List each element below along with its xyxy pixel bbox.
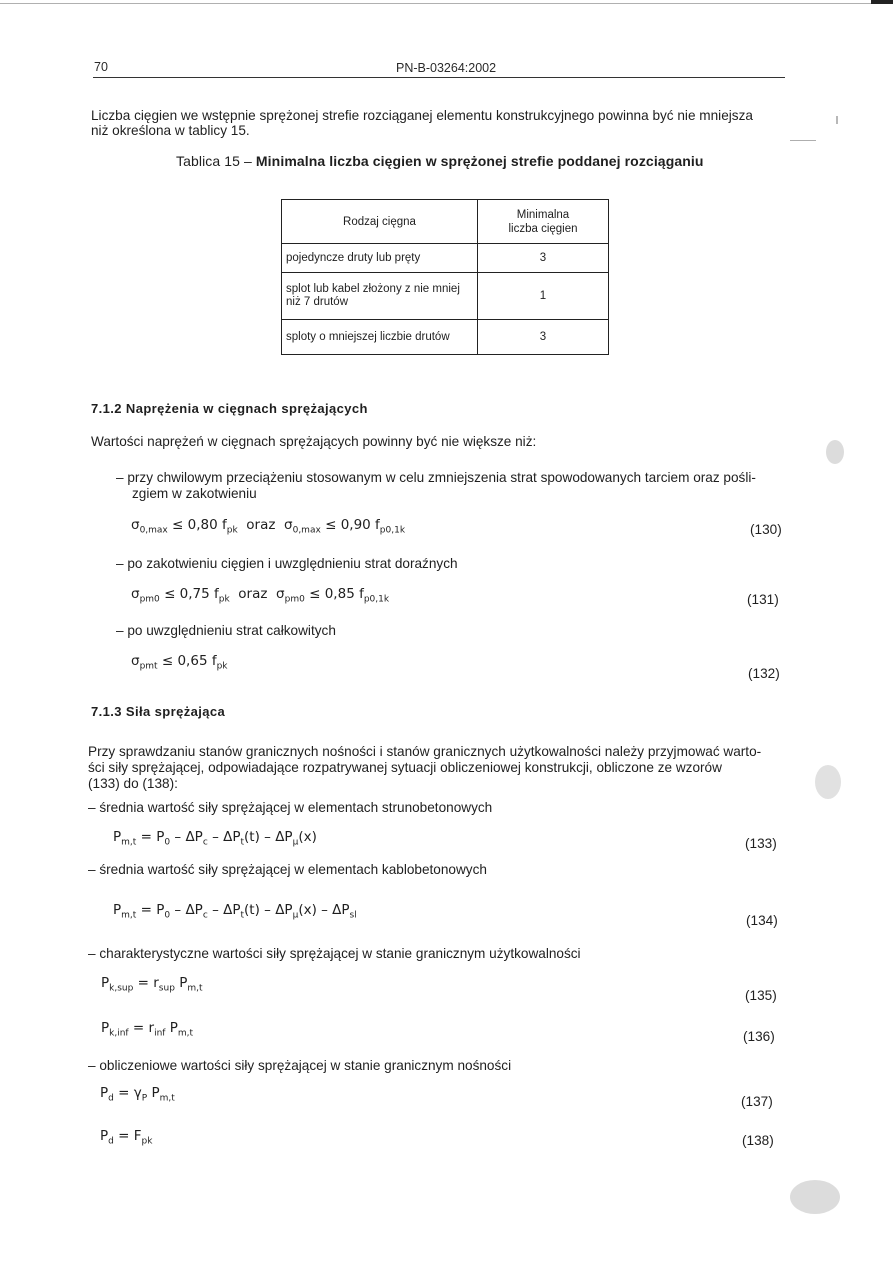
cell-kind-line-2: niż 7 drutów [286, 296, 349, 308]
cell-min: 3 [478, 320, 609, 355]
section-712-title: 7.1.2 Naprężenia w cięgnach sprężających [91, 401, 368, 416]
section-713-title: 7.1.3 Siła sprężająca [91, 704, 226, 719]
cell-kind [282, 273, 478, 320]
scan-corner-mark [871, 0, 893, 4]
formula-134: $P_{m,t} = P_0 - \Delta P_c - \Delta P_t(t) - \Delta P_\mu(x) - \Delta P_{sl}$ [113, 902, 357, 921]
formula-131: $\sigma_{pm0} \le 0,75$ $f_{pk}$ oraz $\sigma_{pm0} \le 0,85$ $f_{p0,1k}$ [131, 586, 390, 605]
section-712-item-1-line-2: zgiem w zakotwieniu [132, 486, 257, 501]
equation-number-132: (132) [748, 666, 780, 681]
scan-noise [790, 1180, 840, 1214]
cell-kind [282, 244, 478, 273]
formula-135: $P_{k,sup} = r_{sup}$ $P_{m,t}$ [101, 975, 203, 994]
section-713-para-line-1: Przy sprawdzaniu stanów granicznych nośności i stanów granicznych użytkowalności należy przyjmować warto- [88, 744, 762, 759]
equation-number-130: (130) [750, 522, 782, 537]
section-713-item-d: – obliczeniowe wartości siły sprężającej w stanie granicznym nośności [88, 1058, 512, 1073]
equation-number-131: (131) [747, 592, 779, 607]
col-header-min-line-1: Minimalna [516, 208, 570, 221]
col-header-min [478, 200, 609, 244]
formula-133: $P_{m,t} = P_0 - \Delta P_c - \Delta P_t(t) - \Delta P_\mu(x)$ [113, 829, 317, 848]
section-713-para-line-2: ści siły sprężającej, odpowiadające rozpatrywanej sytuacji obliczeniowej konstrukcji, obliczone ze wzorów [88, 760, 722, 775]
section-712-lead: Wartości naprężeń w cięgnach sprężających powinny być nie większe niż: [91, 434, 537, 449]
standard-id: PN-B-03264:2002 [396, 61, 497, 75]
equation-number-137: (137) [741, 1094, 773, 1109]
section-713-item-b: – średnia wartość siły sprężającej w elementach kablobetonowych [88, 862, 487, 877]
cell-kind-line-1: pojedyncze druty lub pręty [286, 251, 421, 264]
section-712-item-1-line-1: – przy chwilowym przeciążeniu stosowanym w celu zmniejszenia strat spowodowanych tarciem oraz pośli- [116, 470, 756, 485]
table-caption-label: Tablica 15 – [176, 153, 252, 169]
table-row [282, 244, 609, 273]
equation-number-133: (133) [745, 836, 777, 851]
section-713-item-a: – średnia wartość siły sprężającej w elementach strunobetonowych [88, 800, 493, 815]
table-15 [281, 199, 609, 355]
equation-number-138: (138) [742, 1133, 774, 1148]
table-caption [176, 153, 704, 169]
formula-136: $P_{k,inf} = r_{inf}$ $P_{m,t}$ [101, 1020, 194, 1039]
intro-line-2: niż określona w tablicy 15. [91, 123, 250, 138]
cell-kind-line-1: sploty o mniejszej liczbie drutów [286, 330, 450, 343]
section-712-item-3: – po uwzględnieniu strat całkowitych [116, 623, 336, 638]
scan-noise [836, 116, 838, 124]
scan-noise [815, 765, 841, 799]
table-row [282, 273, 609, 320]
equation-number-134: (134) [746, 913, 778, 928]
cell-min: 1 [478, 273, 609, 320]
col-header-min-line-2: liczba cięgien [508, 222, 578, 235]
page-number: 70 [94, 60, 108, 74]
formula-137: $P_d = \gamma_P$ $P_{m,t}$ [100, 1085, 175, 1104]
scan-top-edge [0, 3, 893, 4]
cell-min: 3 [478, 244, 609, 273]
formula-132: $\sigma_{pmt} \le 0,65$ $f_{pk}$ [131, 653, 228, 672]
cell-kind-line-1: splot lub kabel złożony z nie mniej [286, 283, 460, 295]
section-713-item-c: – charakterystyczne wartości siły sprężającej w stanie granicznym użytkowalności [88, 946, 581, 961]
section-713-para-line-3: (133) do (138): [88, 776, 178, 791]
table-header-row [282, 200, 609, 244]
scan-noise [826, 440, 844, 464]
formula-130: $\sigma_{0,max} \le 0,80$ $f_{pk}$ oraz $\sigma_{0,max} \le 0,90$ $f_{p0,1k}$ [131, 517, 406, 536]
equation-number-136: (136) [743, 1029, 775, 1044]
equation-number-135: (135) [745, 988, 777, 1003]
col-header-kind: Rodzaj cięgna [282, 200, 478, 244]
scan-noise [790, 140, 816, 141]
section-712-item-2: – po zakotwieniu cięgien i uwzględnieniu strat doraźnych [116, 556, 458, 571]
cell-kind [282, 320, 478, 355]
table-row [282, 320, 609, 355]
table-caption-text: Minimalna liczba cięgien w sprężonej strefie poddanej rozciąganiu [255, 153, 704, 169]
header-rule [93, 77, 785, 78]
formula-138: $P_d = F_{pk}$ [100, 1128, 153, 1147]
intro-line-1: Liczba cięgien we wstępnie sprężonej strefie rozciąganej elementu konstrukcyjnego powinna być nie mniejsza [91, 108, 753, 123]
